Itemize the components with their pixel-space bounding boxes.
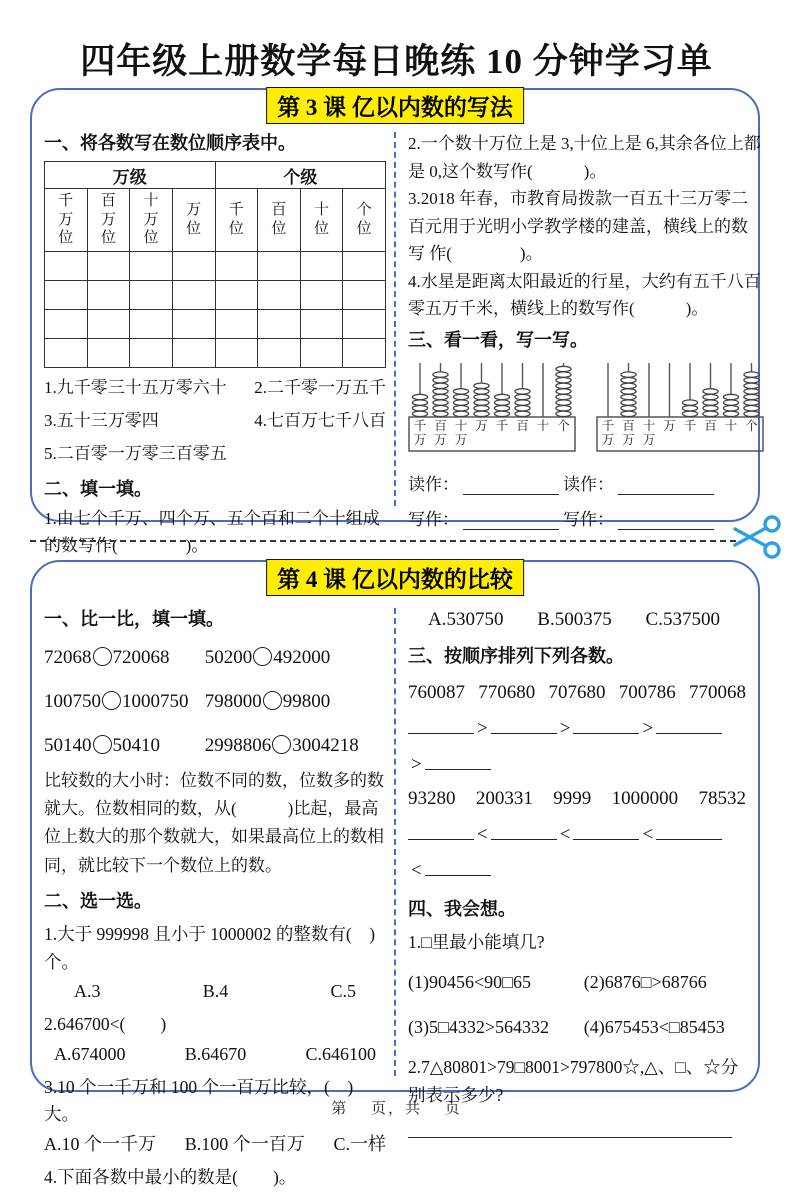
option-item: B.64670 [184, 1043, 247, 1064]
answer-blank [618, 513, 714, 530]
empty-compare-circle [93, 735, 112, 754]
svg-text:万: 万 [413, 432, 427, 447]
page-footer: 第 页，共 页 [331, 1101, 462, 1117]
option-item: B.4 [202, 981, 229, 1002]
choice-options-3 [44, 1131, 386, 1158]
option-item: B.500375 [537, 609, 612, 630]
table-empty-cell [215, 310, 258, 339]
svg-text:千: 千 [683, 418, 697, 433]
page-title: 四年级上册数学每日晚练 10 分钟学习单 [80, 42, 713, 81]
compare-symbol: < [642, 823, 654, 845]
svg-text:十: 十 [536, 418, 550, 433]
table-place-header-row [45, 189, 386, 252]
option-item: (4)675453<□85453 [583, 1017, 725, 1038]
comparison-rule-text: 比较数的大小时：位数不同的数，位数多的数就大。位数相同的数，从( )比起，最高位上数大的那个数就大，如果最高位上的数相同，就比较下一个数位上的数。 [44, 771, 384, 875]
table-empty-cell [45, 252, 88, 281]
order-blank [656, 718, 722, 734]
write-as-label: 写作： [408, 509, 459, 529]
compare-symbol: < [411, 859, 422, 881]
number-item-row [44, 374, 386, 401]
place-value-table [44, 161, 386, 368]
svg-text:个: 个 [557, 418, 570, 433]
choice-question-4: 4.下面各数中最小的数是( )。 [44, 1167, 297, 1188]
comparison-pair: 50140 50410 [44, 735, 160, 756]
lesson4-right-column [396, 606, 750, 1105]
compare-symbol: < [477, 823, 488, 845]
option-item: (1)90456<90□65 [408, 972, 532, 993]
think-question-1: 1.□里最小能填几? [408, 931, 545, 952]
cut-dashed-line [30, 540, 736, 542]
svg-text:万: 万 [663, 418, 676, 433]
svg-text:千: 千 [601, 418, 615, 433]
option-item: C.5 [330, 981, 356, 1002]
answer-blank [618, 478, 714, 495]
lesson3-header: 第 3 课 亿以内数的写法 [266, 87, 524, 124]
table-empty-cell [172, 310, 215, 339]
table-place-header: 百万位 [87, 189, 130, 252]
svg-text:十: 十 [454, 418, 468, 433]
number-item-3: 3.五十三万零四 [44, 411, 159, 431]
table-empty-cell [300, 339, 343, 368]
number-item-row [44, 407, 386, 434]
svg-text:千: 千 [413, 418, 427, 433]
table-group-header: 万级 [45, 162, 216, 189]
fill-question-1: 1.由七个千万、四个万、五个百和二个十组成的数写作( )。 [44, 508, 380, 556]
think-question-2: 2.7△80801>79□8001>797800☆,△、□、☆分别表示多少? [408, 1057, 739, 1105]
lesson4-section2-heading: 二、选一选。 [44, 890, 152, 911]
table-empty-cell [172, 339, 215, 368]
lesson3-left-column [42, 130, 394, 556]
table-group-row [45, 162, 386, 189]
svg-text:万: 万 [601, 432, 615, 447]
table-place-header: 万位 [172, 189, 215, 252]
number-item-4: 4.七百万七千八百 [254, 411, 386, 431]
answer-blank [463, 478, 559, 495]
table-empty-cell [215, 339, 258, 368]
table-empty-cell [343, 281, 386, 310]
order-blank [573, 718, 639, 734]
comparison-pair: 72068 720068 [44, 647, 170, 668]
choice-options-1 [44, 978, 386, 1005]
table-empty-row [45, 339, 386, 368]
choice-options-4 [408, 606, 746, 635]
svg-text:万: 万 [454, 432, 468, 447]
svg-text:百: 百 [434, 418, 447, 433]
order-line-2 [408, 754, 746, 776]
order-numbers-2 [408, 788, 746, 810]
table-empty-row [45, 310, 386, 339]
compare-symbol: > [559, 717, 571, 739]
option-item: 200331 [475, 787, 533, 809]
table-empty-cell [87, 339, 130, 368]
choice-question-3: 3.10 个一千万和 100 个一百万比较，( )大。 [44, 1076, 354, 1125]
lesson3-right-column [396, 130, 768, 529]
svg-text:万: 万 [642, 432, 656, 447]
question-4: 4.水星是距离太阳最近的行星，大约有五千八百零五万千米，横线上的数写作( )。 [408, 271, 761, 319]
empty-compare-circle [93, 647, 112, 666]
lesson4-section4-heading: 四、我会想。 [408, 898, 516, 919]
svg-text:百: 百 [516, 418, 529, 433]
empty-compare-circle [253, 647, 272, 666]
comparison-pair: 2998806 3004218 [204, 735, 359, 756]
question-3: 3.2018 年春，市教育局拨款一百五十三万零二百元用于光明小学教学楼的建盖，横线上的数写 作( )。 [408, 189, 748, 264]
order-numbers-1 [408, 682, 746, 704]
order-blank [573, 824, 639, 840]
order-blank [656, 824, 722, 840]
option-item: C.537500 [645, 609, 720, 630]
svg-text:万: 万 [622, 432, 635, 447]
read-as-label: 读作： [563, 474, 614, 494]
table-empty-cell [172, 281, 215, 310]
svg-text:个: 个 [745, 418, 758, 433]
table-place-header: 百位 [258, 189, 301, 252]
empty-compare-circle [272, 735, 291, 754]
table-empty-row [45, 281, 386, 310]
svg-text:百: 百 [622, 418, 635, 433]
option-item: 707680 [548, 681, 606, 703]
option-item: 770068 [689, 681, 746, 703]
option-item: 760087 [408, 681, 465, 703]
order-line-1 [408, 824, 746, 846]
table-place-header: 十万位 [130, 189, 173, 252]
table-empty-cell [343, 252, 386, 281]
table-empty-cell [130, 310, 173, 339]
table-place-header: 千万位 [45, 189, 88, 252]
table-empty-cell [45, 339, 88, 368]
order-chain-2 [408, 824, 746, 882]
abacus-row [408, 360, 764, 460]
order-line-2 [408, 860, 746, 882]
table-empty-cell [300, 252, 343, 281]
svg-text:十: 十 [724, 418, 738, 433]
lesson4-left-column [42, 606, 394, 1188]
table-empty-cell [87, 252, 130, 281]
order-chain-1 [408, 718, 746, 776]
table-empty-cell [258, 281, 301, 310]
table-empty-cell [258, 252, 301, 281]
comparison-pair: 798000 99800 [204, 691, 331, 712]
question-2: 2.一个数十万位上是 3,十位上是 6,其余各位上都是 0,这个数写作( )。 [408, 134, 761, 181]
order-blank [491, 824, 557, 840]
table-empty-row [45, 252, 386, 281]
compare-symbol: > [411, 753, 422, 775]
order-line-1 [408, 718, 746, 740]
table-empty-cell [215, 281, 258, 310]
option-item: (3)5□4332>564332 [408, 1017, 550, 1038]
option-item: A.674000 [54, 1043, 126, 1064]
write-as-line [408, 505, 764, 530]
lesson3-box [30, 88, 761, 556]
table-empty-cell [87, 281, 130, 310]
answer-blank [463, 513, 559, 530]
lesson3-section3-heading: 三、看一看，写一写。 [408, 329, 588, 350]
compare-symbol: > [477, 717, 488, 739]
choice-question-1: 1.大于 999998 且小于 1000002 的整数有( )个。 [44, 923, 376, 972]
table-empty-cell [343, 310, 386, 339]
table-empty-cell [130, 281, 173, 310]
number-item-1: 1.九千零三十五万零六十 [44, 378, 227, 397]
option-item: C.一样 [333, 1134, 386, 1155]
order-blank [425, 754, 491, 770]
order-blank [425, 860, 491, 876]
comparison-pairs [44, 647, 386, 757]
read-as-line [408, 470, 764, 495]
number-item-row [44, 440, 386, 467]
number-item-2: 2.二千零一万五千 [254, 378, 386, 397]
table-empty-cell [343, 339, 386, 368]
order-blank [491, 718, 557, 734]
table-place-header: 个位 [343, 189, 386, 252]
order-blank [408, 824, 474, 840]
option-item: C.646100 [305, 1043, 376, 1064]
order-blank [408, 718, 474, 734]
option-item: 1000000 [611, 787, 679, 809]
choice-options-2 [44, 1041, 386, 1068]
lesson4-header: 第 4 课 亿以内数的比较 [266, 559, 524, 596]
option-item: 700786 [618, 681, 676, 703]
number-item-5: 5.二百零一万零三百零五 [44, 444, 227, 464]
table-empty-cell [300, 310, 343, 339]
table-empty-cell [258, 310, 301, 339]
table-empty-cell [215, 252, 258, 281]
read-as-label: 读作： [408, 474, 459, 494]
option-item: 9999 [553, 787, 592, 809]
empty-compare-circle [102, 691, 121, 710]
lesson3-section2-heading: 二、填一填。 [44, 478, 152, 499]
table-empty-cell [258, 339, 301, 368]
option-item: A.3 [74, 981, 101, 1002]
svg-text:十: 十 [642, 418, 656, 433]
svg-text:千: 千 [495, 418, 509, 433]
option-item: 93280 [408, 787, 456, 809]
option-item: A.10 个一千万 [44, 1134, 156, 1155]
table-empty-cell [130, 339, 173, 368]
write-as-label: 写作： [563, 509, 614, 529]
option-item: 78532 [698, 787, 746, 809]
table-empty-cell [172, 252, 215, 281]
scissors-icon [733, 514, 785, 565]
option-item: B.100 个一百万 [184, 1134, 305, 1155]
option-item: 770680 [478, 681, 536, 703]
table-empty-cell [45, 281, 88, 310]
table-empty-cell [87, 310, 130, 339]
lesson3-columns [32, 90, 761, 556]
compare-symbol: < [559, 823, 571, 845]
abacus-diagram-right [596, 360, 764, 460]
lesson4-section3-heading: 三、按顺序排列下列各数。 [408, 645, 624, 666]
abacus-diagram-left [408, 360, 576, 460]
option-item: A.530750 [428, 609, 504, 630]
compare-symbol: > [642, 717, 654, 739]
empty-compare-circle [263, 691, 282, 710]
lesson3-section1-heading: 一、将各数写在数位顺序表中。 [44, 133, 296, 153]
table-empty-cell [130, 252, 173, 281]
comparison-pair: 100750 1000750 [44, 691, 189, 712]
think-subquestions [408, 972, 746, 1038]
option-item: (2)6876□>68766 [583, 972, 707, 993]
svg-text:百: 百 [704, 418, 717, 433]
table-place-header: 千位 [215, 189, 258, 252]
comparison-pair: 50200 492000 [204, 647, 331, 668]
table-empty-cell [300, 281, 343, 310]
lesson4-section1-heading: 一、比一比，填一填。 [44, 609, 224, 629]
table-place-header: 十位 [300, 189, 343, 252]
svg-text:万: 万 [475, 418, 488, 433]
choice-question-2: 2.646700<( ) [44, 1014, 167, 1035]
table-group-header: 个级 [215, 162, 386, 189]
table-empty-cell [45, 310, 88, 339]
svg-text:万: 万 [434, 432, 447, 447]
